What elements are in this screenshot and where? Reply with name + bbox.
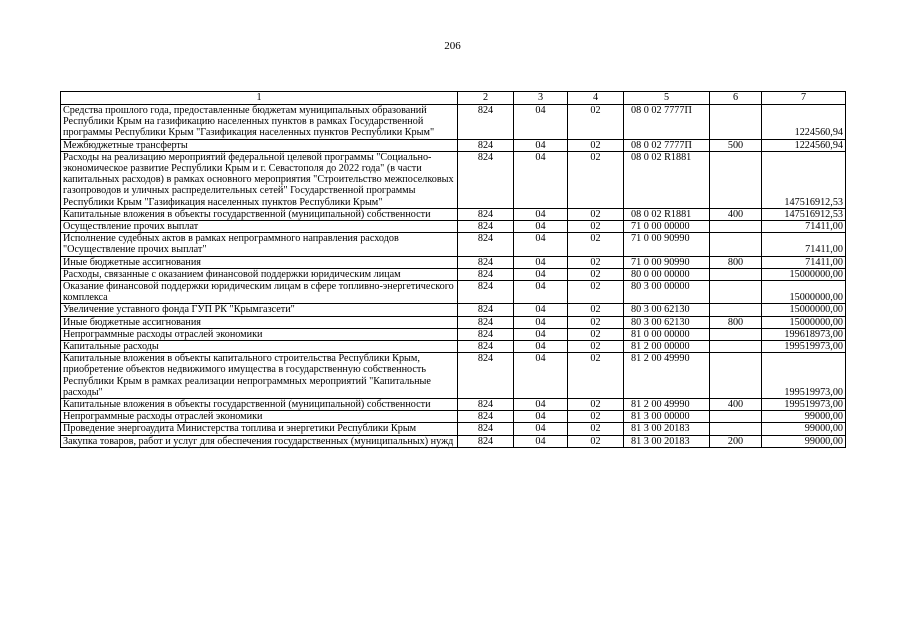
row-grbs-cell: 824: [458, 221, 514, 233]
table-row: [61, 268, 846, 280]
row-name-cell: Капитальные расходы: [61, 341, 458, 353]
row-expense-type-cell: 200: [710, 435, 762, 447]
table-row: [61, 399, 846, 411]
row-section-cell: 04: [514, 435, 568, 447]
row-amount-cell: 99000,00: [762, 435, 846, 447]
row-name-cell: Расходы, связанные с оказанием финансовой поддержки юридическим лицам: [61, 268, 458, 280]
row-name-cell: Капитальные вложения в объекты государственной (муниципальной) собственности: [61, 399, 458, 411]
row-expense-type-cell: [710, 411, 762, 423]
table-row: [61, 256, 846, 268]
row-section-cell: 04: [514, 328, 568, 340]
table-row: [61, 151, 846, 208]
table-body: [61, 105, 846, 448]
row-target-article-cell: 80 0 00 00000: [624, 268, 710, 280]
row-target-article-cell: 81 3 00 00000: [624, 411, 710, 423]
row-grbs-cell: 824: [458, 435, 514, 447]
row-subsection-cell: 02: [568, 411, 624, 423]
row-section-cell: 04: [514, 316, 568, 328]
row-amount-cell: 199519973,00: [762, 353, 846, 399]
row-name-cell: Проведение энергоаудита Министерства топлива и энергетики Республики Крым: [61, 423, 458, 435]
row-amount-cell: 147516912,53: [762, 208, 846, 220]
row-grbs-cell: 824: [458, 304, 514, 316]
row-amount-cell: 15000000,00: [762, 281, 846, 304]
row-name-cell: Непрограммные расходы отраслей экономики: [61, 411, 458, 423]
table-row: [61, 328, 846, 340]
row-name-cell: Иные бюджетные ассигнования: [61, 316, 458, 328]
row-expense-type-cell: [710, 105, 762, 140]
table-row: [61, 341, 846, 353]
row-subsection-cell: 02: [568, 268, 624, 280]
row-target-article-cell: 81 2 00 49990: [624, 399, 710, 411]
row-section-cell: 04: [514, 221, 568, 233]
row-target-article-cell: 81 3 00 20183: [624, 423, 710, 435]
row-section-cell: 04: [514, 105, 568, 140]
row-section-cell: 04: [514, 353, 568, 399]
row-target-article-cell: 08 0 02 R1881: [624, 151, 710, 208]
row-grbs-cell: 824: [458, 423, 514, 435]
row-section-cell: 04: [514, 151, 568, 208]
table-row: [61, 221, 846, 233]
row-name-cell: Осуществление прочих выплат: [61, 221, 458, 233]
row-name-cell: Иные бюджетные ассигнования: [61, 256, 458, 268]
row-expense-type-cell: [710, 328, 762, 340]
row-subsection-cell: 02: [568, 423, 624, 435]
page-number: 206: [444, 40, 461, 52]
row-section-cell: 04: [514, 256, 568, 268]
row-amount-cell: 71411,00: [762, 221, 846, 233]
table-row: [61, 411, 846, 423]
row-expense-type-cell: [710, 268, 762, 280]
row-grbs-cell: 824: [458, 353, 514, 399]
row-grbs-cell: 824: [458, 341, 514, 353]
table-row: [61, 139, 846, 151]
row-target-article-cell: 81 3 00 20183: [624, 435, 710, 447]
row-subsection-cell: 02: [568, 353, 624, 399]
row-target-article-cell: 80 3 00 62130: [624, 316, 710, 328]
row-grbs-cell: 824: [458, 208, 514, 220]
row-grbs-cell: 824: [458, 151, 514, 208]
row-section-cell: 04: [514, 268, 568, 280]
budget-table: [60, 91, 846, 448]
row-name-cell: Непрограммные расходы отраслей экономики: [61, 328, 458, 340]
row-section-cell: 04: [514, 423, 568, 435]
row-amount-cell: 15000000,00: [762, 304, 846, 316]
row-name-cell: Капитальные вложения в объекты капитального строительства Республики Крым, приобретение объектов недвижимого имущества в государственную собственность Республики Крым в рамках реализации непрограммных мероприятий "Капитальные расходы": [61, 353, 458, 399]
row-grbs-cell: 824: [458, 256, 514, 268]
row-amount-cell: 71411,00: [762, 233, 846, 256]
row-amount-cell: 199519973,00: [762, 341, 846, 353]
row-target-article-cell: 80 3 00 00000: [624, 281, 710, 304]
row-subsection-cell: 02: [568, 304, 624, 316]
row-grbs-cell: 824: [458, 399, 514, 411]
row-subsection-cell: 02: [568, 435, 624, 447]
row-name-cell: Исполнение судебных актов в рамках непрограммного направления расходов "Осуществление прочих выплат": [61, 233, 458, 256]
row-grbs-cell: 824: [458, 281, 514, 304]
row-expense-type-cell: 400: [710, 399, 762, 411]
table-row: [61, 353, 846, 399]
row-expense-type-cell: [710, 221, 762, 233]
table-row: [61, 423, 846, 435]
row-subsection-cell: 02: [568, 341, 624, 353]
row-amount-cell: 99000,00: [762, 423, 846, 435]
row-expense-type-cell: [710, 353, 762, 399]
row-expense-type-cell: [710, 281, 762, 304]
row-amount-cell: 15000000,00: [762, 268, 846, 280]
row-expense-type-cell: 400: [710, 208, 762, 220]
row-expense-type-cell: [710, 151, 762, 208]
row-expense-type-cell: 800: [710, 256, 762, 268]
row-amount-cell: 147516912,53: [762, 151, 846, 208]
row-target-article-cell: 81 2 00 49990: [624, 353, 710, 399]
row-expense-type-cell: [710, 423, 762, 435]
table-row: [61, 233, 846, 256]
row-grbs-cell: 824: [458, 316, 514, 328]
column-header: 6: [710, 92, 762, 105]
row-amount-cell: 199519973,00: [762, 399, 846, 411]
row-amount-cell: 1224560,94: [762, 105, 846, 140]
row-section-cell: 04: [514, 208, 568, 220]
row-subsection-cell: 02: [568, 328, 624, 340]
column-header: 2: [458, 92, 514, 105]
table-header-row: [61, 92, 846, 105]
row-expense-type-cell: 800: [710, 316, 762, 328]
row-amount-cell: 71411,00: [762, 256, 846, 268]
row-target-article-cell: 08 0 02 7777П: [624, 139, 710, 151]
table-row: [61, 304, 846, 316]
row-target-article-cell: 81 2 00 00000: [624, 341, 710, 353]
row-subsection-cell: 02: [568, 399, 624, 411]
row-target-article-cell: 80 3 00 62130: [624, 304, 710, 316]
row-amount-cell: 99000,00: [762, 411, 846, 423]
row-name-cell: Расходы на реализацию мероприятий федеральной целевой программы "Социально-экономическое развитие Республики Крым и г. Севастополя до 2022 года" (в части капитальных расходов) в рамках основного мероприятия "Строительство межпоселковых газопроводов и уличных распределительных сетей" Государственной программы Республики Крым "Газификация населенных пунктов Республики Крым": [61, 151, 458, 208]
row-name-cell: Увеличение уставного фонда ГУП РК "Крымгазсети": [61, 304, 458, 316]
row-expense-type-cell: [710, 233, 762, 256]
row-subsection-cell: 02: [568, 139, 624, 151]
row-subsection-cell: 02: [568, 256, 624, 268]
row-grbs-cell: 824: [458, 233, 514, 256]
row-section-cell: 04: [514, 341, 568, 353]
row-target-article-cell: 08 0 02 7777П: [624, 105, 710, 140]
row-expense-type-cell: [710, 341, 762, 353]
column-header: 5: [624, 92, 710, 105]
row-section-cell: 04: [514, 281, 568, 304]
row-amount-cell: 199618973,00: [762, 328, 846, 340]
row-section-cell: 04: [514, 139, 568, 151]
column-header: 4: [568, 92, 624, 105]
row-amount-cell: 1224560,94: [762, 139, 846, 151]
row-subsection-cell: 02: [568, 208, 624, 220]
row-grbs-cell: 824: [458, 328, 514, 340]
row-target-article-cell: 08 0 02 R1881: [624, 208, 710, 220]
row-grbs-cell: 824: [458, 139, 514, 151]
row-name-cell: Средства прошлого года, предоставленные бюджетам муниципальных образований Республики Крым на газификацию населенных пунктов в рамках Государственной программы Республики Крым "Газификация населенных пунктов Республики Крым": [61, 105, 458, 140]
row-subsection-cell: 02: [568, 151, 624, 208]
row-name-cell: Капитальные вложения в объекты государственной (муниципальной) собственности: [61, 208, 458, 220]
column-header: 1: [61, 92, 458, 105]
row-amount-cell: 15000000,00: [762, 316, 846, 328]
row-subsection-cell: 02: [568, 105, 624, 140]
row-section-cell: 04: [514, 399, 568, 411]
row-section-cell: 04: [514, 411, 568, 423]
row-expense-type-cell: [710, 304, 762, 316]
row-subsection-cell: 02: [568, 233, 624, 256]
column-header: 3: [514, 92, 568, 105]
row-grbs-cell: 824: [458, 268, 514, 280]
table-row: [61, 316, 846, 328]
table-row: [61, 435, 846, 447]
row-grbs-cell: 824: [458, 105, 514, 140]
table-row: [61, 281, 846, 304]
row-section-cell: 04: [514, 304, 568, 316]
row-subsection-cell: 02: [568, 316, 624, 328]
row-name-cell: Оказание финансовой поддержки юридическим лицам в сфере топливно-энергетического комплекса: [61, 281, 458, 304]
row-target-article-cell: 71 0 00 90990: [624, 233, 710, 256]
table-row: [61, 105, 846, 140]
row-expense-type-cell: 500: [710, 139, 762, 151]
column-header: 7: [762, 92, 846, 105]
row-name-cell: Межбюджетные трансферты: [61, 139, 458, 151]
row-grbs-cell: 824: [458, 411, 514, 423]
row-subsection-cell: 02: [568, 221, 624, 233]
row-name-cell: Закупка товаров, работ и услуг для обеспечения государственных (муниципальных) нужд: [61, 435, 458, 447]
row-target-article-cell: 71 0 00 90990: [624, 256, 710, 268]
row-subsection-cell: 02: [568, 281, 624, 304]
row-target-article-cell: 71 0 00 00000: [624, 221, 710, 233]
table-row: [61, 208, 846, 220]
row-target-article-cell: 81 0 00 00000: [624, 328, 710, 340]
row-section-cell: 04: [514, 233, 568, 256]
